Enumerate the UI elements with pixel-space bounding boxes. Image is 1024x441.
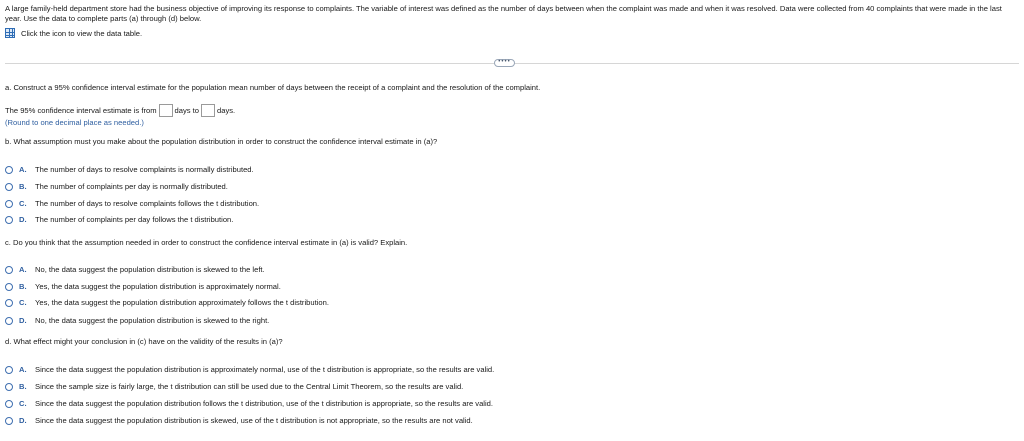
option-letter: C. bbox=[19, 199, 27, 208]
option-text[interactable]: Since the data suggest the population distribution is approximately normal, use of the t distribution is appropriate, so the results are valid. bbox=[35, 365, 495, 374]
option-text[interactable]: No, the data suggest the population distribution is skewed to the right. bbox=[35, 316, 270, 325]
part-d-option-d[interactable] bbox=[5, 415, 473, 426]
ci-answer-row bbox=[5, 103, 235, 117]
part-b-option-b[interactable] bbox=[5, 181, 228, 192]
data-table-link-label[interactable]: Click the icon to view the data table. bbox=[21, 28, 143, 38]
radio-button[interactable] bbox=[5, 417, 13, 425]
part-b-option-d[interactable] bbox=[5, 214, 233, 225]
ci-upper-input[interactable] bbox=[201, 104, 215, 117]
part-d-option-c[interactable] bbox=[5, 398, 493, 409]
part-c-option-a[interactable] bbox=[5, 264, 265, 275]
radio-button[interactable] bbox=[5, 266, 13, 274]
part-d-option-a[interactable] bbox=[5, 364, 494, 375]
part-c-option-d[interactable] bbox=[5, 315, 269, 326]
part-c-option-b[interactable] bbox=[5, 281, 281, 292]
part-a-question: a. Construct a 95% confidence interval estimate for the population mean number of days between the receipt of a complaint and the resolution of the complaint. bbox=[5, 83, 541, 92]
ci-suffix-text: days. bbox=[217, 105, 236, 115]
option-text[interactable]: The number of complaints per day is normally distributed. bbox=[35, 182, 228, 191]
ci-prefix-text: The 95% confidence interval estimate is from bbox=[5, 105, 157, 115]
option-letter: C. bbox=[19, 399, 27, 408]
radio-button[interactable] bbox=[5, 299, 13, 307]
expand-toggle-button[interactable] bbox=[494, 59, 515, 67]
option-letter: B. bbox=[19, 282, 27, 291]
radio-button[interactable] bbox=[5, 200, 13, 208]
option-text[interactable]: No, the data suggest the population distribution is skewed to the left. bbox=[35, 265, 265, 274]
problem-statement: A large family-held department store had the business objective of improving its response to complaints. The variable of interest was defined as the number of days between when the complaint was made and when it was resolved. Data were collected from 40 complaints that were made in the last year. Use the data to complete parts (a) through (d) below. bbox=[5, 4, 1002, 23]
option-letter: C. bbox=[19, 298, 27, 307]
option-letter: B. bbox=[19, 382, 27, 391]
part-d-option-b[interactable] bbox=[5, 381, 463, 392]
part-b-option-c[interactable] bbox=[5, 198, 259, 209]
radio-button[interactable] bbox=[5, 317, 13, 325]
option-letter: D. bbox=[19, 416, 27, 425]
radio-button[interactable] bbox=[5, 166, 13, 174]
radio-button[interactable] bbox=[5, 400, 13, 408]
ellipsis-icon: •••• bbox=[498, 59, 511, 65]
part-c-option-c[interactable] bbox=[5, 297, 329, 308]
option-letter: A. bbox=[19, 165, 27, 174]
option-text[interactable]: Since the data suggest the population distribution follows the t distribution, use of the t distribution is appropriate, so the results are valid. bbox=[35, 399, 494, 408]
ci-lower-input[interactable] bbox=[159, 104, 173, 117]
ci-middle-text: days to bbox=[174, 105, 200, 115]
part-c-question: c. Do you think that the assumption needed in order to construct the confidence interval estimate in (a) is valid? Explain. bbox=[5, 238, 408, 247]
option-text[interactable]: The number of complaints per day follows the t distribution. bbox=[35, 215, 234, 224]
radio-button[interactable] bbox=[5, 216, 13, 224]
option-letter: D. bbox=[19, 316, 27, 325]
radio-button[interactable] bbox=[5, 283, 13, 291]
option-letter: A. bbox=[19, 265, 27, 274]
option-letter: A. bbox=[19, 365, 27, 374]
part-d-question: d. What effect might your conclusion in (c) have on the validity of the results in (a)? bbox=[5, 337, 283, 346]
option-text[interactable]: Since the data suggest the population distribution is skewed, use of the t distribution is not appropriate, so the results are not valid. bbox=[35, 416, 473, 425]
option-text[interactable]: Since the sample size is fairly large, the t distribution can still be used due to the Central Limit Theorem, so the results are valid. bbox=[35, 382, 464, 391]
option-text[interactable]: The number of days to resolve complaints is normally distributed. bbox=[35, 165, 254, 174]
option-letter: D. bbox=[19, 215, 27, 224]
option-text[interactable]: The number of days to resolve complaints follows the t distribution. bbox=[35, 199, 260, 208]
radio-button[interactable] bbox=[5, 383, 13, 391]
option-text[interactable]: Yes, the data suggest the population distribution approximately follows the t distribution. bbox=[35, 298, 329, 307]
option-text[interactable]: Yes, the data suggest the population distribution is approximately normal. bbox=[35, 282, 281, 291]
table-icon[interactable] bbox=[5, 28, 15, 38]
part-b-option-a[interactable] bbox=[5, 164, 254, 175]
radio-button[interactable] bbox=[5, 183, 13, 191]
rounding-hint: (Round to one decimal place as needed.) bbox=[5, 118, 144, 127]
radio-button[interactable] bbox=[5, 366, 13, 374]
data-table-link[interactable] bbox=[5, 28, 142, 38]
part-b-question: b. What assumption must you make about the population distribution in order to construct the confidence interval estimate in (a)? bbox=[5, 137, 438, 146]
option-letter: B. bbox=[19, 182, 27, 191]
